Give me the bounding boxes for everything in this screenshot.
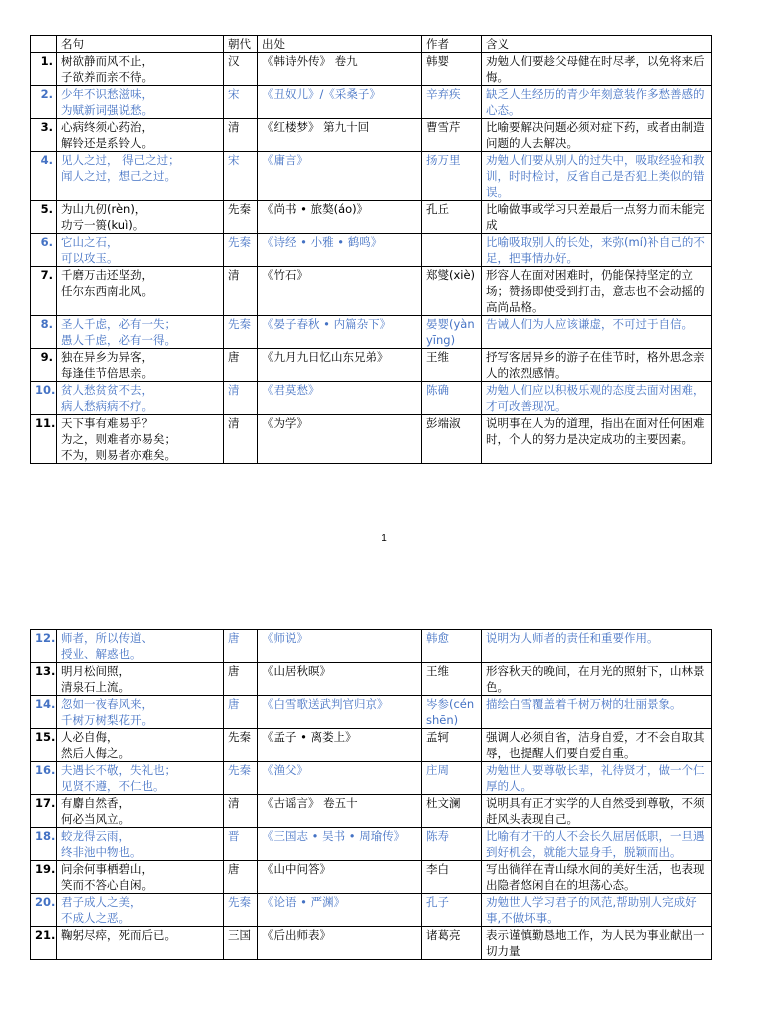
- dynasty-cell: 先秦: [224, 316, 258, 349]
- table-row: [31, 201, 712, 234]
- meaning-cell: 形容秋天的晚间，在月光的照射下，山林景色。: [482, 663, 712, 696]
- table-row: [31, 894, 712, 927]
- quote-cell: [57, 828, 224, 861]
- quote-line: 鞠躬尽瘁，死而后已。: [61, 928, 176, 942]
- dynasty-cell: 晋: [224, 828, 258, 861]
- header-quote: 名句: [57, 36, 224, 53]
- source-cell: 《师说》: [258, 630, 422, 663]
- dynasty-cell: 唐: [224, 861, 258, 894]
- dynasty-cell: 清: [224, 795, 258, 828]
- quote-line: 心病终须心药治，: [61, 120, 153, 134]
- row-number: 5.: [31, 201, 57, 234]
- quote-line: 每逢佳节倍思亲。: [61, 366, 153, 380]
- table-row: [31, 86, 712, 119]
- meaning-cell: 说明为人师者的责任和重要作用。: [482, 630, 712, 663]
- dynasty-cell: 唐: [224, 630, 258, 663]
- meaning-cell: 告诫人们为人应该谦虚，不可过于自信。: [482, 316, 712, 349]
- quote-line: 千树万树梨花开。: [61, 713, 153, 727]
- row-number: 15.: [31, 729, 57, 762]
- meaning-cell: 比喻有才干的人不会长久屈居低职，一旦遇到好机会，就能大显身手，脱颖而出。: [482, 828, 712, 861]
- table-row: [31, 415, 712, 464]
- quote-line: 为赋新词强说愁。: [61, 103, 153, 117]
- dynasty-cell: 清: [224, 415, 258, 464]
- meaning-cell: 比喻要解决问题必须对症下药，或者由制造问题的人去解决。: [482, 119, 712, 152]
- author-cell: [422, 234, 482, 267]
- row-number: 10.: [31, 382, 57, 415]
- source-cell: 《孟子 • 离娄上》: [258, 729, 422, 762]
- table-row: [31, 828, 712, 861]
- source-cell: 《庸言》: [258, 152, 422, 201]
- table-row: [31, 316, 712, 349]
- quote-line: 天下事有难易乎？: [61, 416, 153, 430]
- quote-line: 独在异乡为异客，: [61, 350, 153, 364]
- row-number: 12.: [31, 630, 57, 663]
- source-cell: 《后出师表》: [258, 927, 422, 960]
- table-row: [31, 53, 712, 86]
- quote-cell: [57, 696, 224, 729]
- quote-cell: [57, 201, 224, 234]
- author-cell: 曹雪芹: [422, 119, 482, 152]
- author-cell: 岑参(cén shēn): [422, 696, 482, 729]
- quote-line: 然后人侮之。: [61, 746, 130, 760]
- author-cell: 孔丘: [422, 201, 482, 234]
- quote-line: 问余何事栖碧山，: [61, 862, 153, 876]
- table-row: [31, 152, 712, 201]
- quote-line: 闻人之过，想己之过。: [61, 169, 176, 183]
- meaning-cell: 说明事在人为的道理，指出在面对任何困难时，个人的努力是决定成功的主要因素。: [482, 415, 712, 464]
- table-row: [31, 234, 712, 267]
- row-number: 3.: [31, 119, 57, 152]
- author-cell: 陈确: [422, 382, 482, 415]
- quote-line: 清泉石上流。: [61, 680, 130, 694]
- meaning-cell: 描绘白雪覆盖着千树万树的壮丽景象。: [482, 696, 712, 729]
- table-row: [31, 729, 712, 762]
- quote-line: 少年不识愁滋味，: [61, 87, 153, 101]
- source-cell: 《尚书 • 旅獒(áo)》: [258, 201, 422, 234]
- author-cell: 陈寿: [422, 828, 482, 861]
- author-cell: 彭端淑: [422, 415, 482, 464]
- quote-cell: [57, 53, 224, 86]
- quote-line: 有麝自然香，: [61, 796, 130, 810]
- quote-line: 解铃还是系铃人。: [61, 136, 153, 150]
- quote-line: 病人愁病病不疗。: [61, 399, 153, 413]
- meaning-cell: 抒写客居异乡的游子在佳节时，格外思念亲人的浓烈感情。: [482, 349, 712, 382]
- table-row: [31, 630, 712, 663]
- author-cell: 王维: [422, 349, 482, 382]
- quote-line: 千磨万击还坚劲，: [61, 268, 153, 282]
- row-number: 2.: [31, 86, 57, 119]
- meaning-cell: 比喻吸取别人的长处，来弥(mí)补自己的不足，把事情办好。: [482, 234, 712, 267]
- row-number: 8.: [31, 316, 57, 349]
- table-header-row: [31, 36, 712, 53]
- source-cell: 《白雪歌送武判官归京》: [258, 696, 422, 729]
- row-number: 9.: [31, 349, 57, 382]
- row-number: 4.: [31, 152, 57, 201]
- quote-cell: [57, 762, 224, 795]
- row-number: 21.: [31, 927, 57, 960]
- quote-line: 笑而不答心自闲。: [61, 878, 153, 892]
- page-number: 1: [381, 533, 387, 544]
- table-row: [31, 927, 712, 960]
- quotes-table-2: [30, 629, 712, 960]
- source-cell: 《晏子春秋 • 内篇杂下》: [258, 316, 422, 349]
- quote-line: 终非池中物也。: [61, 845, 142, 859]
- quote-line: 可以攻玉。: [61, 251, 119, 265]
- table-row: [31, 382, 712, 415]
- dynasty-cell: 清: [224, 267, 258, 316]
- table-row: [31, 663, 712, 696]
- meaning-cell: 形容人在面对困难时，仍能保持坚定的立场；赞扬即使受到打击，意志也不会动摇的高尚品格。: [482, 267, 712, 316]
- source-cell: 《竹石》: [258, 267, 422, 316]
- quote-line: 师者，所以传道、: [61, 631, 153, 645]
- dynasty-cell: 先秦: [224, 762, 258, 795]
- dynasty-cell: 清: [224, 119, 258, 152]
- author-cell: 韩愈: [422, 630, 482, 663]
- author-cell: 庄周: [422, 762, 482, 795]
- header-number: [31, 36, 57, 53]
- source-cell: 《九月九日忆山东兄弟》: [258, 349, 422, 382]
- meaning-cell: 劝勉世人要尊敬长辈，礼待贤才，做一个仁厚的人。: [482, 762, 712, 795]
- quote-line: 任尔东西南北风。: [61, 284, 153, 298]
- author-cell: 孔子: [422, 894, 482, 927]
- meaning-cell: 劝勉人们要从别人的过失中，吸取经验和教训，时时检讨，反省自己是否犯上类似的错误。: [482, 152, 712, 201]
- quote-line: 不成人之恶。: [61, 911, 130, 925]
- row-number: 17.: [31, 795, 57, 828]
- meaning-cell: 写出徜徉在青山绿水间的美好生活，也表现出隐者悠闲自在的坦荡心态。: [482, 861, 712, 894]
- source-cell: 《渔父》: [258, 762, 422, 795]
- quote-cell: [57, 152, 224, 201]
- quote-cell: [57, 927, 224, 960]
- quote-cell: [57, 415, 224, 464]
- quote-cell: [57, 630, 224, 663]
- table-row: [31, 861, 712, 894]
- quote-cell: [57, 382, 224, 415]
- quote-line: 功亏一篑(kuì)。: [61, 218, 145, 232]
- header-meaning: 含义: [482, 36, 712, 53]
- quote-cell: [57, 86, 224, 119]
- source-cell: 《山中问答》: [258, 861, 422, 894]
- source-cell: 《为学》: [258, 415, 422, 464]
- quote-cell: [57, 861, 224, 894]
- table-row: [31, 267, 712, 316]
- table-row: [31, 696, 712, 729]
- source-cell: 《三国志 • 吴书 • 周瑜传》: [258, 828, 422, 861]
- quote-cell: [57, 894, 224, 927]
- table-row: [31, 119, 712, 152]
- author-cell: 诸葛亮: [422, 927, 482, 960]
- dynasty-cell: 三国: [224, 927, 258, 960]
- quote-line: 人必自侮，: [61, 730, 119, 744]
- meaning-cell: 劝勉世人学习君子的风范,帮助别人完成好事,不做坏事。: [482, 894, 712, 927]
- quote-cell: [57, 267, 224, 316]
- quote-line: 忽如一夜春风来，: [61, 697, 153, 711]
- author-cell: 王维: [422, 663, 482, 696]
- quote-line: 见人之过， 得己之过；: [61, 153, 180, 167]
- row-number: 20.: [31, 894, 57, 927]
- dynasty-cell: 宋: [224, 152, 258, 201]
- quote-line: 君子成人之美，: [61, 895, 142, 909]
- row-number: 6.: [31, 234, 57, 267]
- quote-cell: [57, 663, 224, 696]
- dynasty-cell: 汉: [224, 53, 258, 86]
- quote-line: 授业、解惑也。: [61, 647, 142, 661]
- quote-line: 为之，则难者亦易矣；: [61, 432, 176, 446]
- author-cell: 孟轲: [422, 729, 482, 762]
- author-cell: 李白: [422, 861, 482, 894]
- quote-cell: [57, 119, 224, 152]
- meaning-cell: 强调人必须自省，洁身自爱，才不会自取其辱，也提醒人们要自爱自重。: [482, 729, 712, 762]
- row-number: 7.: [31, 267, 57, 316]
- quote-line: 圣人千虑，必有一失；: [61, 317, 176, 331]
- dynasty-cell: 唐: [224, 349, 258, 382]
- source-cell: 《君莫愁》: [258, 382, 422, 415]
- author-cell: 郑燮(xiè): [422, 267, 482, 316]
- header-source: 出处: [258, 36, 422, 53]
- meaning-cell: 劝勉人们应以积极乐观的态度去面对困难，才可改善现况。: [482, 382, 712, 415]
- quote-line: 树欲静而风不止，: [61, 54, 153, 68]
- author-cell: 晏婴(yàn yīng): [422, 316, 482, 349]
- table-row: [31, 762, 712, 795]
- quote-line: 明月松间照，: [61, 664, 130, 678]
- quote-line: 它山之石，: [61, 235, 119, 249]
- quote-line: 蛟龙得云雨，: [61, 829, 130, 843]
- header-author: 作者: [422, 36, 482, 53]
- dynasty-cell: 宋: [224, 86, 258, 119]
- quote-line: 见贤不遵，不仁也。: [61, 779, 165, 793]
- quote-line: 子欲养而亲不待。: [61, 70, 153, 84]
- row-number: 19.: [31, 861, 57, 894]
- author-cell: 杜文澜: [422, 795, 482, 828]
- meaning-cell: 劝勉人们要趁父母健在时尽孝，以免将来后悔。: [482, 53, 712, 86]
- dynasty-cell: 先秦: [224, 234, 258, 267]
- meaning-cell: 缺乏人生经历的青少年刻意装作多愁善感的心态。: [482, 86, 712, 119]
- dynasty-cell: 清: [224, 382, 258, 415]
- source-cell: 《山居秋暝》: [258, 663, 422, 696]
- quote-line: 夫遇长不敬，失礼也；: [61, 763, 176, 777]
- dynasty-cell: 先秦: [224, 201, 258, 234]
- author-cell: 韩婴: [422, 53, 482, 86]
- quote-cell: [57, 795, 224, 828]
- table-row: [31, 349, 712, 382]
- quotes-table-1: [30, 35, 712, 464]
- row-number: 11.: [31, 415, 57, 464]
- quote-cell: [57, 234, 224, 267]
- row-number: 14.: [31, 696, 57, 729]
- table-row: [31, 795, 712, 828]
- quote-cell: [57, 349, 224, 382]
- meaning-cell: 比喻做事或学习只差最后一点努力而未能完成: [482, 201, 712, 234]
- dynasty-cell: 先秦: [224, 729, 258, 762]
- author-cell: 扬万里: [422, 152, 482, 201]
- author-cell: 辛弃疾: [422, 86, 482, 119]
- row-number: 18.: [31, 828, 57, 861]
- quote-line: 不为，则易者亦难矣。: [61, 448, 176, 462]
- quote-cell: [57, 729, 224, 762]
- source-cell: 《古谣言》 卷五十: [258, 795, 422, 828]
- source-cell: 《韩诗外传》 卷九: [258, 53, 422, 86]
- row-number: 16.: [31, 762, 57, 795]
- header-dynasty: 朝代: [224, 36, 258, 53]
- quote-line: 贫人愁贫贫不去，: [61, 383, 153, 397]
- row-number: 13.: [31, 663, 57, 696]
- source-cell: 《诗经 • 小雅 • 鹤鸣》: [258, 234, 422, 267]
- dynasty-cell: 先秦: [224, 894, 258, 927]
- source-cell: 《丑奴儿》/《采桑子》: [258, 86, 422, 119]
- dynasty-cell: 唐: [224, 663, 258, 696]
- meaning-cell: 说明具有正才实学的人自然受到尊敬，不须赶风头表现自己。: [482, 795, 712, 828]
- quote-cell: [57, 316, 224, 349]
- source-cell: 《红楼梦》 第九十回: [258, 119, 422, 152]
- quote-line: 何必当风立。: [61, 812, 130, 826]
- dynasty-cell: 唐: [224, 696, 258, 729]
- source-cell: 《论语 • 严渊》: [258, 894, 422, 927]
- quote-line: 愚人千虑，必有一得。: [61, 333, 176, 347]
- quote-line: 为山九仞(rèn)，: [61, 202, 147, 216]
- row-number: 1.: [31, 53, 57, 86]
- meaning-cell: 表示谨慎勤恳地工作，为人民为事业献出一切力量: [482, 927, 712, 960]
